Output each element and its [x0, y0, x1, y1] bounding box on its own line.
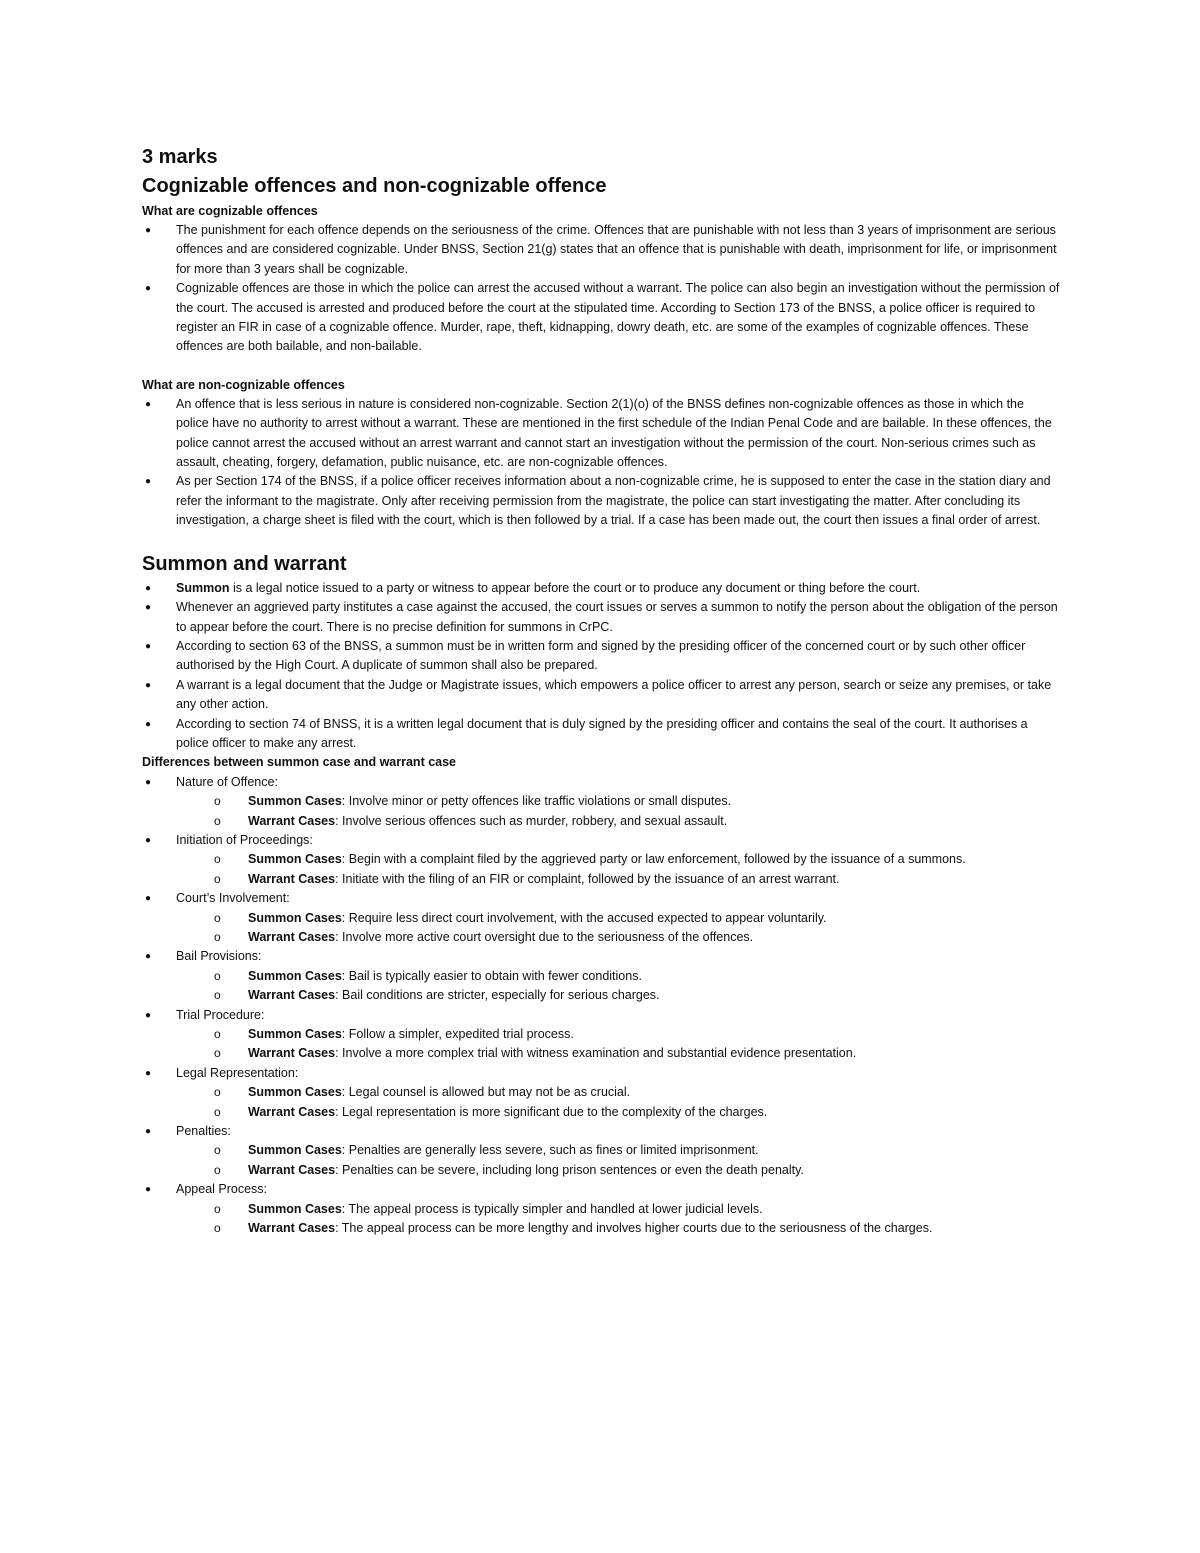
list-item-text: is a legal notice issued to a party or witness to appear before the court or to produce any document or thing before the court.: [229, 580, 921, 595]
list-item-text: According to section 74 of BNSS, it is a written legal document that is duly signed by the presiding officer and contains the seal of the court. It authorises a police officer to make any arrest.: [176, 716, 1028, 750]
summon-case-item: [176, 1083, 1060, 1102]
summon-case-text: : Require less direct court involvement, with the accused expected to appear voluntarily.: [341, 910, 827, 925]
list-item-text: The punishment for each offence depends on the seriousness of the crime. Offences that are punishable with not less than 3 years of imprisonment are serious offences and are considered cognizable. Under BNSS, Section 21(g) states that an offence that is punishable with death, imprisonment for life, or imprisonment for more than 3 years shall be cognizable.: [176, 223, 1057, 276]
warrant-case-label: Warrant Cases: [248, 1046, 336, 1061]
non-cognizable-list: [142, 395, 1060, 531]
warrant-case-item: [176, 870, 1060, 889]
list-item-bold: Summon: [176, 580, 230, 595]
summon-case-item: [176, 909, 1060, 928]
list-item-text: Whenever an aggrieved party institutes a case against the accused, the court issues or serves a summon to notify the person about the obligation of the person to appear before the court. There is no precise definition for summons in CrPC.: [176, 600, 1058, 634]
difference-sublist: [176, 1083, 1060, 1122]
summon-case-text: : Involve minor or petty offences like traffic violations or small disputes.: [341, 794, 732, 809]
subheading-differences: Differences between summon case and warrant case: [142, 755, 457, 770]
summon-case-label: Summon Cases: [248, 968, 342, 983]
difference-title: Nature of Offence:: [176, 774, 278, 789]
circle-bullet-icon: o: [214, 910, 221, 925]
warrant-case-text: : Penalties can be severe, including long prison sentences or even the death penalty.: [335, 1162, 804, 1177]
difference-title: Legal Representation:: [176, 1065, 299, 1080]
summon-case-text: : Bail is typically easier to obtain with fewer conditions.: [341, 968, 642, 983]
subheading-cognizable: What are cognizable offences: [142, 204, 318, 218]
list-item: [142, 579, 1060, 598]
list-item-text: Cognizable offences are those in which the police can arrest the accused without a warrant. The police can also begin an investigation without the permission of the court. The accused is arrested and produced before the court at the stipulated time. According to Section 173 of the BNSS, a police officer is required to register an FIR in case of a cognizable offence. Murder, rape, theft, kidnapping, dowry death, etc. are some of the examples of cognizable offences. These offences are both bailable, and non-bailable.: [176, 281, 1060, 354]
warrant-case-label: Warrant Cases: [248, 988, 336, 1003]
summon-case-label: Summon Cases: [248, 1143, 342, 1158]
bullet-icon: ●: [144, 1126, 152, 1138]
bullet-icon: ●: [144, 1009, 152, 1021]
summon-case-label: Summon Cases: [248, 1027, 342, 1042]
circle-bullet-icon: o: [214, 852, 221, 867]
warrant-case-item: [176, 1044, 1060, 1063]
bullet-icon: ●: [144, 1067, 152, 1079]
bullet-icon: ●: [144, 951, 152, 963]
section-title-cognizable: Cognizable offences and non-cognizable offence: [142, 175, 607, 197]
circle-bullet-icon: o: [214, 1162, 221, 1177]
warrant-case-label: Warrant Cases: [248, 813, 336, 828]
difference-title: Appeal Process:: [176, 1182, 268, 1197]
bullet-icon: ●: [144, 718, 152, 730]
summon-case-text: : The appeal process is typically simpler and handled at lower judicial levels.: [341, 1201, 763, 1216]
warrant-case-label: Warrant Cases: [248, 1221, 336, 1236]
list-item: [142, 472, 1060, 530]
warrant-case-item: [176, 986, 1060, 1005]
summon-case-item: [176, 850, 1060, 869]
list-item: [142, 598, 1060, 637]
difference-item: [142, 1122, 1060, 1180]
list-item: [142, 715, 1060, 754]
circle-bullet-icon: o: [214, 813, 221, 828]
circle-bullet-icon: o: [214, 1046, 221, 1061]
bullet-icon: ●: [144, 476, 152, 488]
warrant-case-label: Warrant Cases: [248, 930, 336, 944]
difference-sublist: [176, 909, 1060, 948]
summon-warrant-list: [142, 579, 1060, 754]
difference-title: Court’s Involvement:: [176, 891, 290, 906]
summon-case-label: Summon Cases: [248, 1201, 342, 1216]
warrant-case-item: [176, 1161, 1060, 1180]
bullet-icon: ●: [144, 640, 152, 652]
cognizable-list: [142, 221, 1060, 357]
list-item-text: A warrant is a legal document that the Judge or Magistrate issues, which empowers a police officer to arrest any person, search or seize any premises, or take any other action.: [176, 677, 1052, 712]
bullet-icon: ●: [144, 602, 152, 614]
difference-sublist: [176, 1025, 1060, 1064]
difference-title: Penalties:: [176, 1124, 231, 1139]
warrant-case-text: : Initiate with the filing of an FIR or complaint, followed by the issuance of an arrest warrant.: [335, 871, 840, 886]
warrant-case-text: : Bail conditions are stricter, especially for serious charges.: [335, 988, 660, 1003]
warrant-case-item: [176, 1219, 1060, 1238]
warrant-case-text: : Involve serious offences such as murder, robbery, and sexual assault.: [335, 813, 728, 828]
list-item: [142, 221, 1060, 279]
list-item: [142, 279, 1060, 357]
warrant-case-text: : Involve more active court oversight due to the seriousness of the offences.: [335, 930, 754, 944]
summon-case-item: [176, 1200, 1060, 1219]
circle-bullet-icon: o: [214, 1143, 221, 1158]
bullet-icon: ●: [144, 834, 152, 846]
summon-case-label: Summon Cases: [248, 852, 342, 867]
summon-case-item: [176, 1025, 1060, 1044]
list-item: [142, 395, 1060, 473]
circle-bullet-icon: o: [214, 871, 221, 886]
circle-bullet-icon: o: [214, 988, 221, 1003]
difference-title: Initiation of Proceedings:: [176, 832, 313, 847]
summon-case-item: [176, 1141, 1060, 1160]
warrant-case-text: : The appeal process can be more lengthy and involves higher courts due to the seriousness of the charges.: [335, 1221, 933, 1236]
difference-item: [142, 1180, 1060, 1238]
circle-bullet-icon: o: [214, 930, 221, 944]
summon-case-label: Summon Cases: [248, 910, 342, 925]
difference-item: [142, 773, 1060, 831]
circle-bullet-icon: o: [214, 1085, 221, 1100]
subheading-non-cognizable: What are non-cognizable offences: [142, 377, 345, 392]
bullet-icon: ●: [144, 398, 152, 410]
list-item-text: An offence that is less serious in nature is considered non-cognizable. Section 2(1)(o) of the BNSS defines non-cognizable offences as those in which the police have no authority to arrest without a warrant. These are mentioned in the first schedule of the Indian Penal Code and are bailable. In these offences, the police cannot arrest the accused without an arrest warrant and cannot start an investigation without the permission of the court. Non-serious crimes such as assault, cheating, forgery, defamation, public nuisance, etc. are non-cognizable offences.: [176, 396, 1052, 470]
circle-bullet-icon: o: [214, 1221, 221, 1236]
summon-case-text: : Legal counsel is allowed but may not be as crucial.: [341, 1085, 631, 1100]
circle-bullet-icon: o: [214, 1027, 221, 1042]
bullet-icon: ●: [144, 679, 152, 691]
summon-case-label: Summon Cases: [248, 794, 342, 809]
warrant-case-label: Warrant Cases: [248, 871, 336, 886]
difference-item: [142, 1064, 1060, 1122]
bullet-icon: ●: [144, 582, 152, 594]
difference-item: [142, 947, 1060, 1005]
bullet-icon: ●: [144, 225, 152, 236]
list-item-text: According to section 63 of the BNSS, a summon must be in written form and signed by the presiding officer of the concerned court or by such other officer authorised by the High Court. A duplicate of summon shall also be prepared.: [176, 638, 1026, 673]
list-item: [142, 676, 1060, 715]
difference-title: Trial Procedure:: [176, 1007, 265, 1022]
bullet-icon: ●: [144, 776, 152, 788]
differences-list: [142, 773, 1060, 1239]
difference-title: Bail Provisions:: [176, 949, 262, 964]
circle-bullet-icon: o: [214, 1201, 221, 1216]
warrant-case-item: [176, 1103, 1060, 1122]
circle-bullet-icon: o: [214, 968, 221, 983]
warrant-case-text: : Involve a more complex trial with witness examination and substantial evidence presentation.: [335, 1046, 857, 1061]
difference-sublist: [176, 1200, 1060, 1239]
summon-case-label: Summon Cases: [248, 1085, 342, 1100]
difference-sublist: [176, 792, 1060, 831]
summon-case-text: : Follow a simpler, expedited trial process.: [341, 1027, 574, 1042]
warrant-case-label: Warrant Cases: [248, 1162, 336, 1177]
bullet-icon: ●: [144, 893, 152, 905]
warrant-case-label: Warrant Cases: [248, 1104, 336, 1119]
warrant-case-item: [176, 812, 1060, 831]
summon-case-item: [176, 792, 1060, 811]
summon-case-text: : Penalties are generally less severe, such as fines or limited imprisonment.: [341, 1143, 759, 1158]
summon-case-text: : Begin with a complaint filed by the aggrieved party or law enforcement, followed by the issuance of a summons.: [341, 852, 966, 867]
circle-bullet-icon: o: [214, 1104, 221, 1119]
difference-sublist: [176, 850, 1060, 889]
bullet-icon: ●: [144, 283, 152, 295]
summon-case-item: [176, 967, 1060, 986]
list-item: [142, 637, 1060, 676]
difference-sublist: [176, 1141, 1060, 1180]
list-item-text: As per Section 174 of the BNSS, if a police officer receives information about a non-cognizable crime, he is supposed to enter the case in the station diary and refer the informant to the magistrate. Only after receiving permission from the magistrate, the police can start investigating the matter. After concluding its investigation, a charge sheet is filed with the court, which is then followed by a trial. If a case has been made out, the court then issues a final order of arrest.: [176, 474, 1051, 528]
circle-bullet-icon: o: [214, 794, 221, 809]
difference-item: [142, 889, 1060, 947]
warrant-case-item: [176, 928, 1060, 947]
bullet-icon: ●: [144, 1184, 152, 1196]
difference-item: [142, 831, 1060, 889]
marks-heading: 3 marks: [142, 146, 218, 168]
difference-item: [142, 1006, 1060, 1064]
warrant-case-text: : Legal representation is more significant due to the complexity of the charges.: [335, 1104, 768, 1119]
section-title-summon-warrant: Summon and warrant: [142, 552, 347, 575]
difference-sublist: [176, 967, 1060, 1006]
